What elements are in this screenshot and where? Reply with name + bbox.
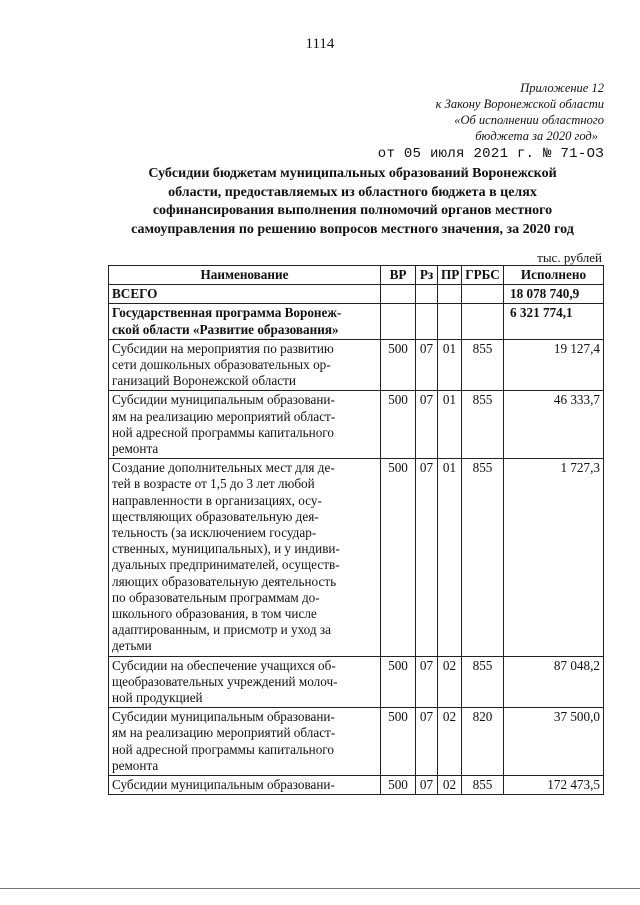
cell-name-line: ной адресной программы капитального xyxy=(112,741,334,757)
cell-vr: 500 xyxy=(381,656,416,708)
cell-name-line: ственных, муниципальных), и у индиви- xyxy=(112,541,340,557)
cell-name xyxy=(109,285,381,304)
cell-name-line: школьного образования, в том числе xyxy=(112,606,317,622)
appendix-reference xyxy=(436,80,604,144)
cell-amount: 172 473,5 xyxy=(504,776,604,795)
appendix-line: «Об исполнении областного xyxy=(454,113,604,127)
table-row xyxy=(109,304,604,339)
cell-rz: 07 xyxy=(416,708,438,776)
cell-vr: 500 xyxy=(381,391,416,459)
cell-rz: 07 xyxy=(416,459,438,656)
cell-name-line: ществляющих образовательную дея- xyxy=(112,508,319,524)
cell-pr xyxy=(438,304,462,339)
cell-name-line: тельность (за исключением государ- xyxy=(112,525,317,541)
cell-vr xyxy=(381,304,416,339)
cell-rz: 07 xyxy=(416,656,438,708)
cell-grbs xyxy=(462,304,504,339)
cell-name-line: ляющих образовательную деятельность xyxy=(112,573,337,589)
table-body xyxy=(109,285,604,795)
cell-name-line: щеобразовательных учреждений молоч- xyxy=(112,673,338,689)
cell-grbs xyxy=(462,285,504,304)
cell-pr xyxy=(438,285,462,304)
cell-name-line: ям на реализацию мероприятий област- xyxy=(112,725,336,741)
cell-name-line: детьми xyxy=(112,638,152,654)
cell-name xyxy=(109,776,381,795)
cell-name-line: тей в возрасте от 1,5 до 3 лет любой xyxy=(112,476,315,492)
header-rz: Рз xyxy=(416,266,438,285)
page-number: 1114 xyxy=(305,36,335,52)
cell-grbs: 855 xyxy=(462,776,504,795)
cell-name-line: сети дошкольных образовательных ор- xyxy=(112,357,331,373)
cell-name-line: ремонта xyxy=(112,441,159,457)
cell-name-line: Субсидии на мероприятия по развитию xyxy=(112,340,334,356)
cell-pr: 01 xyxy=(438,391,462,459)
title-line: самоуправления по решению вопросов местного значения, за 2020 год xyxy=(131,221,574,237)
header-vr: ВР xyxy=(381,266,416,285)
table-row xyxy=(109,459,604,656)
cell-name-line: ганизаций Воронежской области xyxy=(112,373,296,389)
table-row xyxy=(109,656,604,708)
cell-name-line: адаптированным, и присмотр и уход за xyxy=(112,622,331,638)
table-row xyxy=(109,339,604,391)
cell-name-line: ной продукцией xyxy=(112,690,203,706)
cell-amount: 46 333,7 xyxy=(504,391,604,459)
table-row xyxy=(109,776,604,795)
cell-name-line: направленности в организациях, осу- xyxy=(112,492,322,508)
cell-amount: 19 127,4 xyxy=(504,339,604,391)
cell-name-line: ной адресной программы капитального xyxy=(112,424,334,440)
cell-name-line: Создание дополнительных мест для де- xyxy=(112,460,335,476)
cell-vr: 500 xyxy=(381,459,416,656)
cell-name-line: Субсидии на обеспечение учащихся об- xyxy=(112,657,336,673)
cell-name xyxy=(109,339,381,391)
page-bottom-rule xyxy=(0,888,640,889)
appendix-line: бюджета за 2020 год» xyxy=(475,129,598,143)
cell-vr xyxy=(381,285,416,304)
header-pr: ПР xyxy=(438,266,462,285)
cell-amount: 6 321 774,1 xyxy=(504,304,604,339)
cell-name-line: ВСЕГО xyxy=(112,286,158,302)
cell-rz: 07 xyxy=(416,339,438,391)
cell-name-line: по образовательным программам до- xyxy=(112,589,320,605)
table-row xyxy=(109,285,604,304)
appendix-line: Приложение 12 xyxy=(520,81,604,95)
cell-name-line: Субсидии муниципальным образовани- xyxy=(112,709,335,725)
cell-vr: 500 xyxy=(381,776,416,795)
title-line: Субсидии бюджетам муниципальных образований Воронежской xyxy=(148,166,557,181)
title-line: области, предоставляемых из областного бюджета в целях xyxy=(168,184,537,200)
cell-grbs: 820 xyxy=(462,708,504,776)
cell-name-line: ремонта xyxy=(112,757,159,773)
cell-vr: 500 xyxy=(381,708,416,776)
cell-name xyxy=(109,656,381,708)
cell-name-line: Субсидии муниципальным образовани- xyxy=(112,392,335,408)
cell-name-line: Субсидии муниципальным образовани- xyxy=(112,777,335,793)
cell-rz xyxy=(416,285,438,304)
header-grbs: ГРБС xyxy=(462,266,504,285)
cell-rz xyxy=(416,304,438,339)
cell-pr: 01 xyxy=(438,339,462,391)
cell-name-line: ям на реализацию мероприятий област- xyxy=(112,408,336,424)
cell-vr: 500 xyxy=(381,339,416,391)
cell-grbs: 855 xyxy=(462,339,504,391)
title-line: софинансирования выполнения полномочий органов местного xyxy=(152,203,553,218)
cell-grbs: 855 xyxy=(462,459,504,656)
cell-name-line: ской области «Развитие образования» xyxy=(112,321,339,337)
header-name: Наименование xyxy=(109,266,381,285)
cell-pr: 02 xyxy=(438,776,462,795)
law-date-stamp: от 05 июля 2021 г. № 71-ОЗ xyxy=(377,146,604,162)
cell-grbs: 855 xyxy=(462,391,504,459)
cell-pr: 02 xyxy=(438,708,462,776)
units-label: тыс. рублей xyxy=(537,250,602,265)
table-row xyxy=(109,708,604,776)
cell-name xyxy=(109,459,381,656)
cell-grbs: 855 xyxy=(462,656,504,708)
cell-name xyxy=(109,304,381,339)
cell-name-line: Государственная программа Воронеж- xyxy=(112,305,342,321)
cell-amount: 37 500,0 xyxy=(504,708,604,776)
document-title xyxy=(100,165,605,239)
cell-name xyxy=(109,391,381,459)
table-header-row xyxy=(109,266,604,285)
cell-pr: 01 xyxy=(438,459,462,656)
cell-name-line: дуальных предпринимателей, осуществ- xyxy=(112,557,340,573)
subsidies-table xyxy=(108,265,604,795)
cell-rz: 07 xyxy=(416,776,438,795)
cell-amount: 87 048,2 xyxy=(504,656,604,708)
cell-rz: 07 xyxy=(416,391,438,459)
cell-amount: 1 727,3 xyxy=(504,459,604,656)
cell-name xyxy=(109,708,381,776)
table-row xyxy=(109,391,604,459)
cell-pr: 02 xyxy=(438,656,462,708)
cell-amount: 18 078 740,9 xyxy=(504,285,604,304)
appendix-line: к Закону Воронежской области xyxy=(435,97,604,111)
header-executed: Исполнено xyxy=(504,266,604,285)
